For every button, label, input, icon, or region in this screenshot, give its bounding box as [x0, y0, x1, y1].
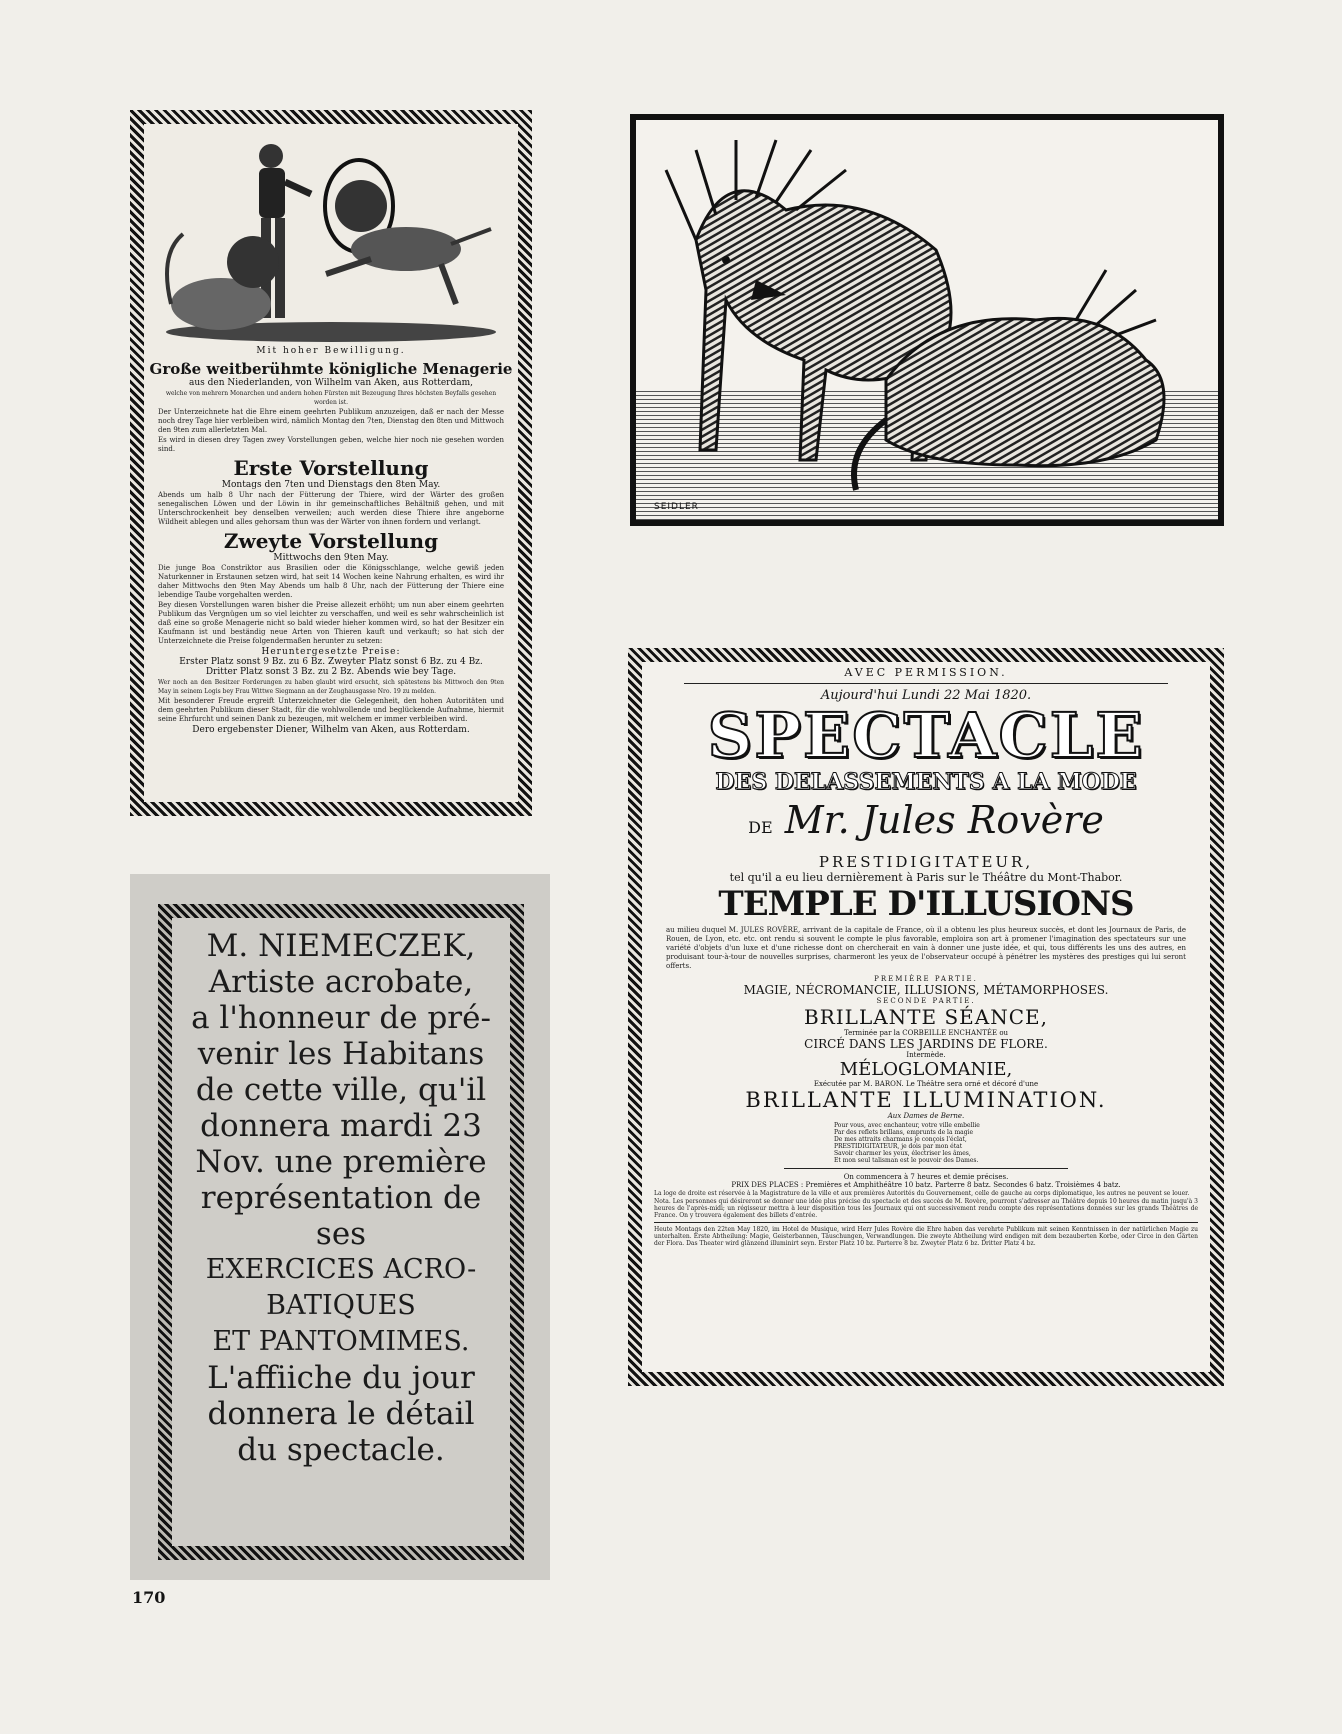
niemeczek-line: a l'honneur de pré-: [191, 1000, 491, 1036]
niemeczek-line: ET PANTOMIMES.: [212, 1326, 470, 1357]
show-date: Aujourd'hui Lundi 22 Mai 1820.: [820, 688, 1032, 703]
niemeczek-line: M. NIEMECZEK,: [206, 928, 476, 964]
first-show-body: Abends um halb 8 Uhr nach der Fütterung der Thiere, wird der Wärter des großen senegalischen Löwen und der Löwin in ihr gemeinschaftliches Behältniß gehen, und mit Unterschrockenheit bey denselben verweilen; auch werden diese Thiere ihre angeborne Wildheit ablegen und alles gehorsam thun was der Wärter von ihnen fordern und verlangt.: [158, 491, 504, 526]
meloglomanie-note: Exécutée par M. BARON. Le Théâtre sera orné et décoré d'une: [813, 1080, 1039, 1088]
niemeczek-line: L'affiiche du jour: [207, 1360, 475, 1396]
menagerie-title: Große weitberühmte königliche Menagerie: [149, 360, 513, 378]
niemeczek-line: donnera mardi 23: [200, 1108, 482, 1144]
menagerie-poster: [130, 110, 532, 816]
poem-line: Savoir charmer les yeux, électriser les âmes,: [834, 1150, 971, 1157]
second-show-body: Die junge Boa Constriktor aus Brasilien oder die Königsschlange, welche gewiß jeden Naturkenner in Erstaunen setzen wird, hat seit 14 Wochen keine Nahrung erhalten, es wird ihr daher Mittwochs den 9ten May Abends um halb 8 Uhr, nach der Fütterung der Thiere eine lebendige Taube vorgehalten werden.: [158, 564, 504, 599]
ticket-prices: PRIX DES PLACES : Premières et Amphithéâtre 10 batz. Parterre 8 batz. Secondes 6 batz. Troisièmes 4 batz.: [731, 1181, 1121, 1189]
closing-text: Mit besonderer Freude ergreift Unterzeichneter die Gelegenheit, den hohen Autoritäten und dem geehrten Publikum dieser Stadt, für die wohlwollende und beglückende Aufnahme, hiermit seine Ehrfurcht und seinen Dank zu bezeugen, mit welchem er immer verbleiben wird.: [158, 697, 504, 723]
part-1-label: PREMIÈRE PARTIE.: [874, 975, 978, 983]
spectacle-subtitle: DES DELASSEMENTS A LA MODE: [715, 769, 1137, 795]
part-2-note: Terminée par la CORBEILLE ENCHANTÉE ou: [843, 1029, 1009, 1037]
german-note: Heute Montags den 22ten May 1820, im Hotel de Musique, wird Herr Jules Rovère die Ehre haben das verehrte Publikum mit seinen Kenntnissen in der natürlichen Magie zu unterhalten. Erste Abtheilung: Magie, Geisterbannen, Täuschungen, Verwandlungen. Die zweyte Abtheilung wird endigen mit dem bezauberten Korbe, oder Circe in den Gärten der Flora. Das Theater wird glänzend illuminirt seyn. Erster Platz 10 bz. Parterre 8 bz. Zweyter Platz 6 bz. Dritter Platz 4 bz.: [654, 1226, 1198, 1247]
first-show-heading: Erste Vorstellung: [233, 456, 429, 480]
temple-title: TEMPLE D'ILLUSIONS: [718, 884, 1134, 924]
menagerie-poster-content: [148, 128, 514, 798]
spectacle-poster: [628, 648, 1224, 1386]
prices-line-2: Dritter Platz sonst 3 Bz. zu 2 Bz. Abends wie bey Tage.: [205, 667, 457, 677]
second-show-date: Mittwochs den 9ten May.: [273, 553, 389, 563]
menagerie-intro: Der Unterzeichnete hat die Ehre einem geehrten Publikum anzuzeigen, daß er nach der Messe noch drey Tage hier verbleiben wird, nämlich Montag den 7ten, Dienstag den 8ten und Mittwoch den 9ten zum allerletzten Mal.: [158, 408, 504, 434]
illumination: BRILLANTE ILLUMINATION.: [745, 1088, 1107, 1112]
nota: Nota. Les personnes qui désireront se donner une idée plus précise du spectacle et des succès de M. Rovère, pourront s'adresser au Théâtre depuis 10 heures du matin jusqu'à 3 heures de l'après-midi; un régisseur mettra à leur disposition tous les Journaux qui ont successivement rendu compte des représentations données sur les grands Théâtres de France. On y trouvera également des billets d'entrée.: [654, 1198, 1198, 1219]
niemeczek-line: venir les Habitans: [197, 1036, 485, 1072]
dedication-poem: [834, 1122, 1208, 1164]
start-time: On commencera à 7 heures et demie précises.: [843, 1173, 1009, 1181]
niemeczek-line: donnera le détail: [207, 1396, 475, 1432]
niemeczek-line: ses: [315, 1216, 367, 1252]
niemeczek-line: représentation de: [200, 1180, 482, 1216]
performer-name: Mr. Jules Rovère: [784, 798, 1104, 842]
menagerie-subtitle-small: welche von mehrern Monarchen und andern hohen Fürsten mit Bezeugung Ihres höchsten Beyfalls gesehen worden ist.: [165, 390, 497, 406]
hyena-woodcut: [630, 114, 1224, 526]
poem-line: Par des reflets brillans, emprunts de la magie: [834, 1129, 974, 1136]
prices-line-1: Erster Platz sonst 9 Bz. zu 6 Bz. Zweyter Platz sonst 6 Bz. zu 4 Bz.: [179, 657, 483, 667]
page-number: 170: [132, 1588, 166, 1607]
part-1: MAGIE, NÉCROMANCIE, ILLUSIONS, MÉTAMORPHOSES.: [743, 983, 1109, 997]
poem-line: Et mon seul talisman est le pouvoir des Dames.: [834, 1157, 979, 1164]
niemeczek-poster: [130, 874, 550, 1580]
intermede-label: Intermède.: [906, 1051, 946, 1059]
permission-line: AVEC PERMISSION.: [844, 666, 1008, 679]
spectacle-poster-content: [644, 664, 1208, 1370]
niemeczek-line: du spectacle.: [237, 1432, 445, 1468]
dames-line: Aux Dames de Berne.: [887, 1112, 965, 1120]
prices-body: Bey diesen Vorstellungen waren bisher die Preise allezeit erhöht; um nun aber einem geehrten Publikum das Vergnügen um so viel leichter zu verschaffen, und weil es sehr wahrscheinlich ist daß eine so große Menagerie nicht so bald wieder hieher kommen wird, so hat der Besitzer ein Kaufmann ist und beständig neue Arten von Thieren kauft und verkauft; so hat sich der Unterzeichnete die Preise folgendermaßen herunter zu setzen:: [158, 601, 504, 645]
first-show-date: Montags den 7ten und Dienstags den 8ten May.: [221, 480, 441, 490]
loge-note: La loge de droite est réservée à la Magistrature de la ville et aux premières Autorités du Gouvernement, celle de gauche au corps diplomatique, les autres ne peuvent se louer.: [654, 1190, 1190, 1197]
profession: PRESTIDIGITATEUR,: [818, 853, 1034, 871]
meloglomanie: MÉLOGLOMANIE,: [839, 1059, 1013, 1080]
de-word: DE: [748, 818, 773, 837]
niemeczek-poster-content: [176, 922, 506, 1542]
niemeczek-line: Artiste acrobate,: [208, 964, 474, 1000]
part-2-label: SECONDE PARTIE.: [876, 997, 976, 1005]
artist-signature: SEIDLER: [654, 502, 699, 512]
second-show-heading: Zweyte Vorstellung: [223, 529, 439, 553]
niemeczek-line: de cette ville, qu'il: [195, 1072, 487, 1108]
spectacle-body: au milieu duquel M. JULES ROVÈRE, arrivant de la capitale de France, où il a obtenu les plus heureux succès, et dont les Journaux de Paris, de Rouen, de Lyon, etc. etc. ont rendu si souvent le compte le plus favorable, emploira son art à promener l'imagination des spectateurs sur une variété d'objets d'un luxe et d'une richesse dont on chercherait en vain à donner une juste idée, et qui, tous différents les uns des autres, en produisant tour-à-tour de nouvelles surprises, charmeront les yeux de l'observateur occupé à pénétrer les mystères des prestiges qui lui seront offerts.: [666, 926, 1186, 970]
poem-line: Pour vous, avec enchanteur, votre ville embellie: [834, 1122, 980, 1129]
niemeczek-line: Nov. une première: [195, 1144, 487, 1180]
profession-note: tel qu'il a eu lieu dernièrement à Paris sur le Théâtre du Mont-Thabor.: [729, 871, 1123, 884]
niemeczek-line: EXERCICES ACRO-: [205, 1254, 477, 1285]
lion-tamer-illustration: [161, 134, 501, 344]
spectacle-title: SPECTACLE: [707, 699, 1145, 772]
menagerie-subtitle: aus den Niederlanden, von Wilhelm van Aken, aus Rotterdam,: [188, 378, 474, 388]
poem-line: De mes attraits charmans je conçois l'éclat,: [834, 1136, 967, 1143]
permission-line: Mit hoher Bewilligung.: [256, 346, 406, 356]
hyena-illustration: [636, 120, 1218, 520]
circe-line: CIRCÉ DANS LES JARDINS DE FLORE.: [804, 1037, 1048, 1051]
niemeczek-line: BATIQUES: [266, 1290, 416, 1321]
poem-line: PRESTIDIGITATEUR, je dois par mon état: [834, 1143, 963, 1150]
prices-heading: Heruntergesetzte Preise:: [261, 647, 401, 657]
creditor-note: Wer noch an den Besitzer Forderungen zu haben glaubt wird ersucht, sich spätestens bis Mittwoch den 9ten May in seinem Logis bey Frau Wittwe Siegmann an der Zeughausgasse Nro. 19 zu melden.: [158, 679, 504, 695]
menagerie-intro2: Es wird in diesen drey Tagen zwey Vorstellungen geben, welche hier noch nie gesehen worden sind.: [158, 436, 504, 453]
signature: Dero ergebenster Diener, Wilhelm van Aken, aus Rotterdam.: [192, 725, 470, 735]
part-2: BRILLANTE SÉANCE,: [804, 1005, 1048, 1029]
